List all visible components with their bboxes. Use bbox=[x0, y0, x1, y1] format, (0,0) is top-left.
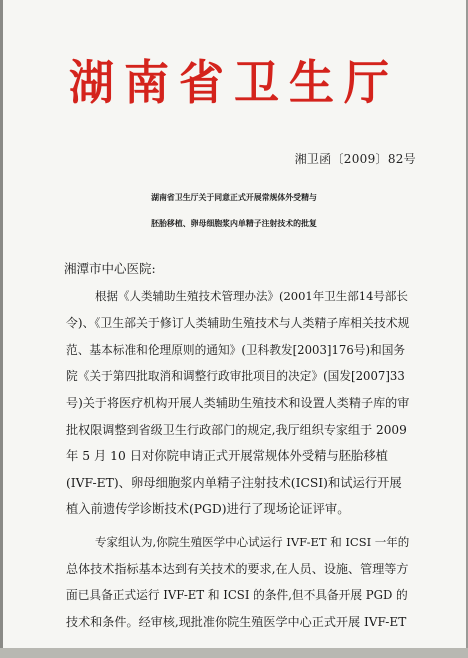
letterhead-title: 湖南省卫生厅 bbox=[68, 54, 399, 111]
body-line: 令)、《卫生部关于修订人类辅助生殖技术与人类精子库相关技术规 bbox=[66, 316, 410, 330]
body-line: 技术和条件。经审核,现批准你院生殖医学中心正式开展 IVF-ET bbox=[66, 615, 407, 629]
body-line: 批权限调整到省级卫生行政部门的规定,我厅组织专家组于 2009 bbox=[66, 423, 407, 437]
body-line: 范、基本标准和伦理原则的通知》(卫科教发[2003]176号)和国务 bbox=[66, 343, 406, 357]
body-line: 院《关于第四批取消和调整行政审批项目的决定》(国发[2007]33 bbox=[66, 369, 405, 383]
body-line: 根据《人类辅助生殖技术管理办法》(2001年卫生部14号部长 bbox=[95, 289, 408, 303]
scan-bottom-edge bbox=[0, 648, 468, 658]
body-line: 专家组认为,你院生殖医学中心试运行 IVF-ET 和 ICSI 一年的 bbox=[95, 535, 410, 549]
document-title-line-2: 胚胎移植、卵母细胞浆内单精子注射技术的批复 bbox=[151, 219, 317, 228]
body-line: 总体技术指标基本达到有关技术的要求,在人员、设施、管理等方 bbox=[66, 562, 409, 576]
body-line: 面已具备正式运行 IVF-ET 和 ICSI 的条件,但不具备开展 PGD 的 bbox=[66, 588, 408, 602]
recipient: 湘潭市中心医院: bbox=[64, 261, 156, 276]
body-line: 年 5 月 10 日对你院申请正式开展常规体外受精与胚胎移植 bbox=[66, 449, 388, 463]
body-line: 号)关于将医疗机构开展人类辅助生殖技术和设置人类精子库的审 bbox=[66, 396, 410, 410]
document-title-line-1: 湖南省卫生厅关于同意正式开展常规体外受精与 bbox=[151, 193, 317, 202]
body-line: (IVF-ET)、卵母细胞浆内单精子注射技术(ICSI)和试运行开展 bbox=[66, 476, 402, 490]
body-line: 植入前遗传学诊断技术(PGD)进行了现场论证评审。 bbox=[66, 502, 350, 516]
document-number: 湘卫函〔2009〕82号 bbox=[294, 152, 416, 166]
